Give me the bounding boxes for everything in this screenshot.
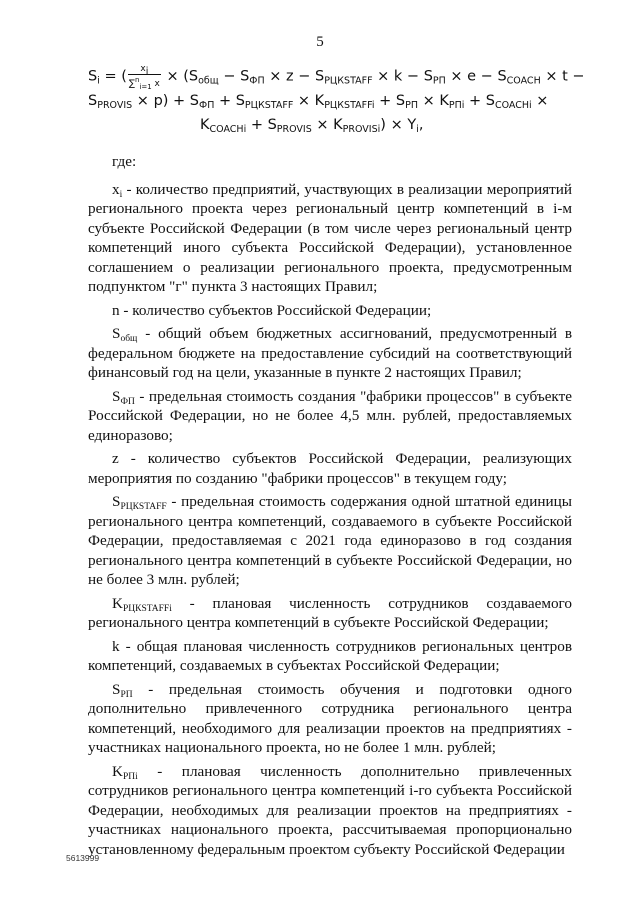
definition-k-rp-i: $K_{РПi}$ - плановая численность дополнительно привлеченных сотрудников регионального центра компетенций i-го субъекта Российской Федерации, необходимых для реализации проектов на предприятиях - участниках национального проекта, рассчитываемая пропорционально установленному федеральным проектом субъекту Российской Федерации <box>88 762 572 858</box>
formula-subscript: i <box>97 75 100 87</box>
fraction-numerator: $x_i$ <box>128 64 161 75</box>
fraction-denominator: ∑$^n_{i=1}$ x <box>128 76 160 91</box>
where-label: где: <box>112 153 137 170</box>
formula-line-2: $S_{PROVIS} \times p) + S_{ФП} + S_{РЦКSTAFF} \times K_{РЦКSTAFFi} + S_{РП} \times K_{РПi} + S_{COACHi}$ × <box>88 93 549 111</box>
document-code: 5613999 <box>66 853 100 863</box>
definition-s-fp: $S_{ФП}$ - предельная стоимость создания "фабрики процессов" в субъекте Российской Федерации, но не более 4,5 млн. рублей, предоставляемых единоразово; <box>88 387 572 444</box>
definitions-text <box>88 152 572 859</box>
definition-z: z - количество субъектов Российской Федерации, реализующих мероприятия по созданию "фабрики процессов" в текущем году; <box>88 450 572 487</box>
definition-n: n - количество субъектов Российской Федерации; <box>112 301 432 319</box>
formula-term: S <box>88 68 98 85</box>
formula-line-3: $K_{COACHi} + S_{PROVIS} \times K_{PROVISi}) \times Y_i$, <box>200 117 424 135</box>
formula-term: = ( <box>99 68 127 85</box>
page-number: 5 <box>316 34 324 50</box>
definition-xi: $x_i$ - количество предприятий, участвующих в реализации мероприятий регионального проекта через региональный центр компетенций в i-м субъекте Российской Федерации (в том числе через региональный центр компетенций иного субъекта Российской Федерации), установленное соглашением о реализации регионального проекта, предусмотренным подпунктом "г" пункта 3 настоящих Правил; <box>88 180 572 295</box>
definition-k: k - общая плановая численность сотрудников региональных центров компетенций, создаваемых в субъектах Российской Федерации; <box>88 637 572 674</box>
definition-k-rck-staff-i: $K_{РЦКSTAFFi}$ - плановая численность сотрудников создаваемого регионального центра компетенций в субъекте Российской Федерации; <box>88 594 572 631</box>
formula-term: × (S <box>161 68 199 85</box>
formula-line-1: $S_i$ = ( $\frac{x_i}{\sum^n_{i=1} x}$ × ($S_{общ} - S_{ФП} \times z - S_{РЦКSTAFF} \times k - S_{РП} \times e - S_{COACH} \times t$ − <box>88 64 585 91</box>
subsidy-formula <box>88 64 585 137</box>
definition-s-rp: $S_{РП}$ - предельная стоимость обучения и подготовки одного дополнительно привлеченного сотрудника регионального центра компетенций, необходимого для реализации проектов на предприятиях - участниках национального проекта, но не более 1 млн. рублей; <box>88 680 572 756</box>
formula-fraction <box>128 64 161 89</box>
definition-s-rck-staff: $S_{РЦКSTAFF}$ - предельная стоимость содержания одной штатной единицы регионального центра компетенций, создаваемого в субъекте Российской Федерации, предоставляемая с 2021 года единоразово в год создания регионального центра компетенций в субъекте Российской Федерации, но не более 3 млн. рублей; <box>88 493 572 588</box>
definition-s-total: $S_{общ}$ - общий объем бюджетных ассигнований, предусмотренный в федеральном бюджете на предоставление субсидий на соответствующий финансовый год на цели, указанные в пункте 2 настоящих Правил; <box>88 325 572 381</box>
